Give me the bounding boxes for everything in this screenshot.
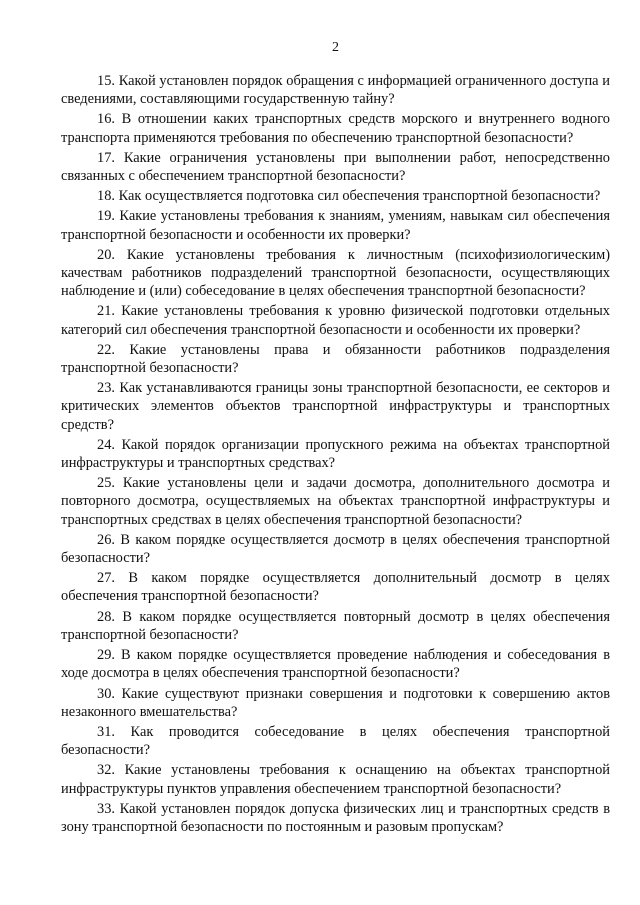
question-33: 33. Какой установлен порядок допуска физических лиц и транспортных средств в зону транспортной безопасности по постоянным и разовым пропускам?: [61, 800, 610, 835]
question-32: 32. Какие установлены требования к оснащению на объектах транспортной инфраструктуры пунктов управления обеспечением транспортной безопасности?: [61, 762, 610, 797]
question-17: 17. Какие ограничения установлены при выполнении работ, непосредственно связанных с обеспечением транспортной безопасности?: [61, 149, 610, 185]
question-28: 28. В каком порядке осуществляется повторный досмотр в целях обеспечения транспортной безопасности?: [61, 608, 610, 643]
question-24: 24. Какой порядок организации пропускного режима на объектах транспортной инфраструктуры и транспортных средствах?: [61, 436, 610, 472]
question-19: 19. Какие установлены требования к знаниям, умениям, навыкам сил обеспечения транспортной безопасности и особенности их проверки?: [61, 208, 610, 243]
page-number: 2: [332, 40, 339, 55]
question-15: 15. Какой установлен порядок обращения с информацией ограниченного доступа и сведениями, составляющими государственную тайну?: [61, 73, 610, 108]
question-16: 16. В отношении каких транспортных средств морского и внутреннего водного транспорта применяются требования по обеспечению транспортной безопасности?: [61, 111, 610, 146]
question-22: 22. Какие установлены права и обязанности работников подразделения транспортной безопасности?: [61, 341, 610, 377]
question-29: 29. В каком порядке осуществляется проведение наблюдения и собеседования в ходе досмотра в целях обеспечения транспортной безопасности?: [61, 647, 610, 682]
question-list: [61, 72, 610, 836]
question-30: 30. Какие существуют признаки совершения и подготовки к совершению актов незаконного вмешательства?: [61, 685, 610, 720]
question-20: 20. Какие установлены требования к личностным (психофизиологическим) качествам работников подразделений транспортной безопасности, осуществляющих наблюдение и (или) собеседование в целях обеспечения транспортной безопасности?: [61, 246, 610, 300]
question-23: 23. Как устанавливаются границы зоны транспортной безопасности, ее секторов и критических элементов объектов транспортной инфраструктуры и транспортных средств?: [61, 380, 610, 433]
question-18: 18. Как осуществляется подготовка сил обеспечения транспортной безопасности?: [97, 188, 601, 205]
question-25: 25. Какие установлены цели и задачи досмотра, дополнительного досмотра и повторного досмотра, осуществляемых на объектах транспортной инфраструктуры и транспортных средствах в целях обеспечения транспортной безопасности?: [61, 475, 610, 528]
question-21: 21. Какие установлены требования к уровню физической подготовки отдельных категорий сил обеспечения транспортной безопасности и особенности их проверки?: [61, 303, 610, 338]
question-31: 31. Как проводится собеседование в целях обеспечения транспортной безопасности?: [61, 723, 610, 759]
question-26: 26. В каком порядке осуществляется досмотр в целях обеспечения транспортной безопасности?: [61, 531, 610, 567]
question-27: 27. В каком порядке осуществляется дополнительный досмотр в целях обеспечения транспортной безопасности?: [61, 570, 610, 605]
